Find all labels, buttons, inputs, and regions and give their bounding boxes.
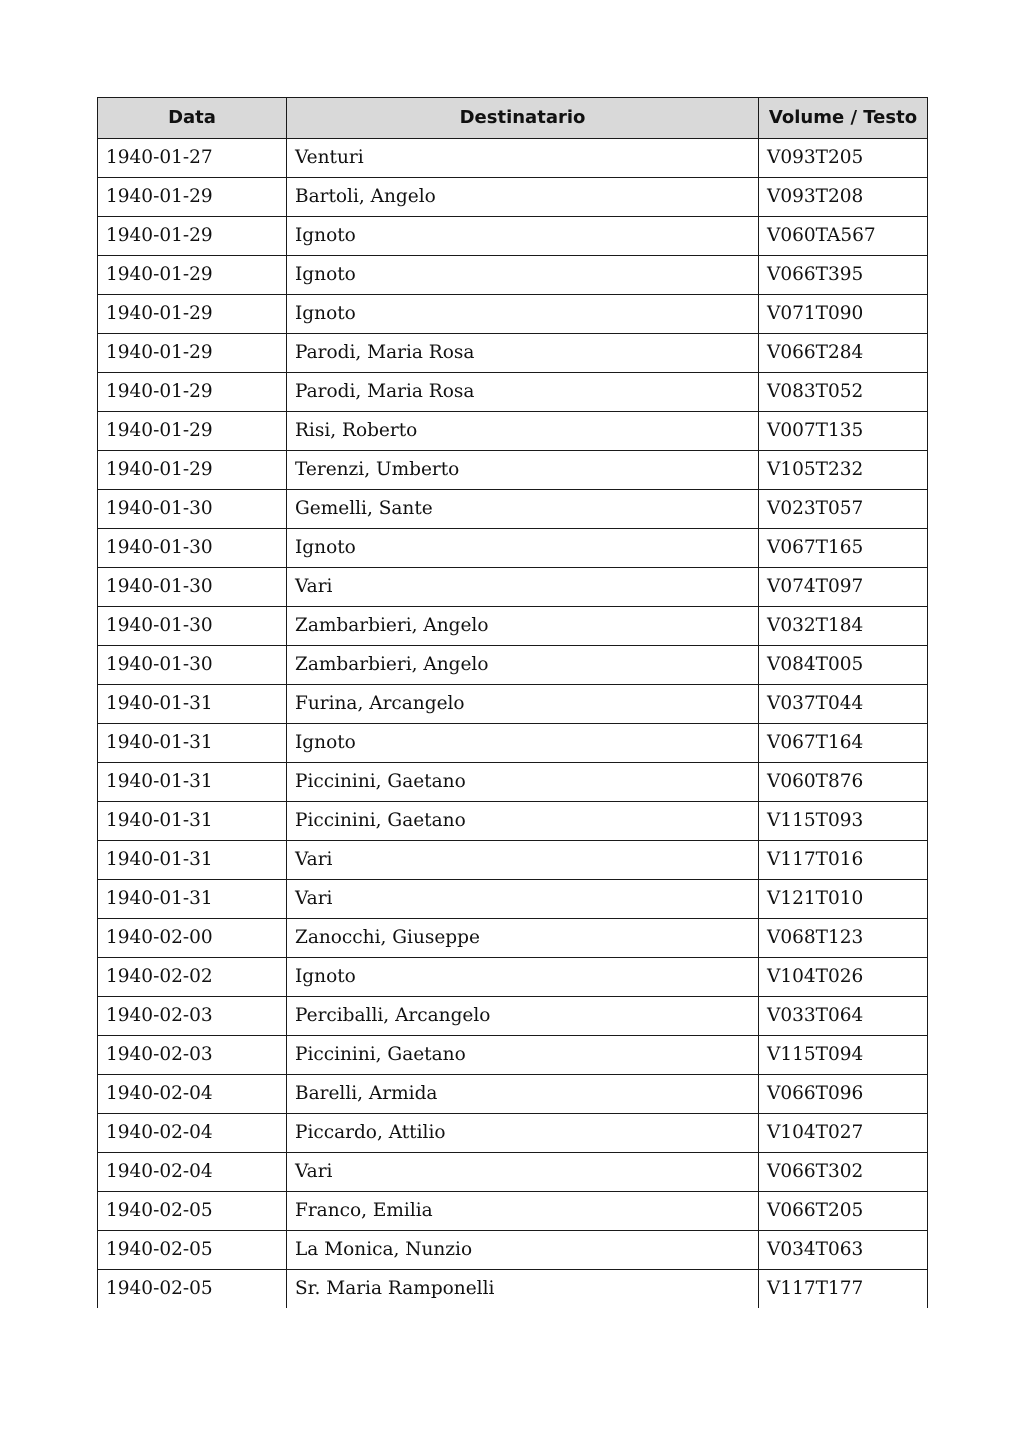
- cell-date: 1940-01-31: [98, 724, 287, 763]
- table-row: [98, 568, 928, 607]
- cell-date: 1940-01-27: [98, 139, 287, 178]
- table-row: [98, 490, 928, 529]
- table-row: [98, 334, 928, 373]
- table-row: [98, 139, 928, 178]
- cell-date: 1940-01-31: [98, 685, 287, 724]
- table-row: [98, 607, 928, 646]
- cell-volume: V007T135: [759, 412, 928, 451]
- cell-volume: V066T395: [759, 256, 928, 295]
- cell-date: 1940-01-30: [98, 568, 287, 607]
- table-row: [98, 529, 928, 568]
- cell-volume: V084T005: [759, 646, 928, 685]
- cell-volume: V093T208: [759, 178, 928, 217]
- column-header-date: Data: [98, 98, 287, 139]
- cell-volume: V023T057: [759, 490, 928, 529]
- table-row: [98, 1075, 928, 1114]
- cell-recipient: Zambarbieri, Angelo: [287, 646, 759, 685]
- cell-date: 1940-02-05: [98, 1231, 287, 1270]
- cell-volume: V105T232: [759, 451, 928, 490]
- cell-recipient: Ignoto: [287, 529, 759, 568]
- table-row: [98, 1192, 928, 1231]
- table-row: [98, 646, 928, 685]
- cell-recipient: Risi, Roberto: [287, 412, 759, 451]
- cell-recipient: Ignoto: [287, 217, 759, 256]
- table-row: [98, 1231, 928, 1270]
- cell-volume: V117T016: [759, 841, 928, 880]
- cell-recipient: Ignoto: [287, 256, 759, 295]
- cell-recipient: Gemelli, Sante: [287, 490, 759, 529]
- cell-volume: V032T184: [759, 607, 928, 646]
- table-row: [98, 256, 928, 295]
- cell-date: 1940-01-29: [98, 217, 287, 256]
- cell-date: 1940-02-04: [98, 1153, 287, 1192]
- cell-date: 1940-02-00: [98, 919, 287, 958]
- cell-date: 1940-01-31: [98, 841, 287, 880]
- table-row: [98, 997, 928, 1036]
- table-header-row: [98, 98, 928, 139]
- cell-volume: V104T027: [759, 1114, 928, 1153]
- cell-recipient: Vari: [287, 880, 759, 919]
- table-row: [98, 841, 928, 880]
- cell-recipient: Zanocchi, Giuseppe: [287, 919, 759, 958]
- cell-recipient: Franco, Emilia: [287, 1192, 759, 1231]
- cell-date: 1940-01-30: [98, 490, 287, 529]
- cell-volume: V037T044: [759, 685, 928, 724]
- cell-date: 1940-02-04: [98, 1114, 287, 1153]
- table-row: [98, 763, 928, 802]
- cell-recipient: Sr. Maria Ramponelli: [287, 1270, 759, 1309]
- table-body: [98, 139, 928, 1309]
- cell-volume: V066T205: [759, 1192, 928, 1231]
- table-row: [98, 412, 928, 451]
- cell-recipient: Bartoli, Angelo: [287, 178, 759, 217]
- cell-recipient: Vari: [287, 568, 759, 607]
- column-header-volume: Volume / Testo: [759, 98, 928, 139]
- cell-recipient: Ignoto: [287, 295, 759, 334]
- table-row: [98, 373, 928, 412]
- cell-volume: V074T097: [759, 568, 928, 607]
- cell-volume: V121T010: [759, 880, 928, 919]
- cell-volume: V071T090: [759, 295, 928, 334]
- table-row: [98, 295, 928, 334]
- table-row: [98, 1153, 928, 1192]
- cell-date: 1940-02-05: [98, 1192, 287, 1231]
- cell-date: 1940-02-03: [98, 1036, 287, 1075]
- cell-date: 1940-01-31: [98, 802, 287, 841]
- cell-date: 1940-01-31: [98, 763, 287, 802]
- table-row: [98, 178, 928, 217]
- cell-recipient: La Monica, Nunzio: [287, 1231, 759, 1270]
- cell-recipient: Barelli, Armida: [287, 1075, 759, 1114]
- cell-recipient: Venturi: [287, 139, 759, 178]
- cell-recipient: Piccinini, Gaetano: [287, 763, 759, 802]
- cell-date: 1940-01-29: [98, 295, 287, 334]
- cell-volume: V083T052: [759, 373, 928, 412]
- cell-date: 1940-01-29: [98, 334, 287, 373]
- letters-table: [97, 97, 928, 1308]
- cell-volume: V060TA567: [759, 217, 928, 256]
- cell-volume: V066T284: [759, 334, 928, 373]
- cell-volume: V067T165: [759, 529, 928, 568]
- column-header-recipient: Destinatario: [287, 98, 759, 139]
- cell-date: 1940-01-29: [98, 256, 287, 295]
- cell-recipient: Furina, Arcangelo: [287, 685, 759, 724]
- cell-recipient: Perciballi, Arcangelo: [287, 997, 759, 1036]
- cell-date: 1940-02-03: [98, 997, 287, 1036]
- cell-volume: V034T063: [759, 1231, 928, 1270]
- cell-volume: V066T302: [759, 1153, 928, 1192]
- cell-recipient: Vari: [287, 841, 759, 880]
- cell-recipient: Ignoto: [287, 724, 759, 763]
- cell-recipient: Parodi, Maria Rosa: [287, 373, 759, 412]
- cell-recipient: Zambarbieri, Angelo: [287, 607, 759, 646]
- cell-volume: V060T876: [759, 763, 928, 802]
- cell-date: 1940-02-02: [98, 958, 287, 997]
- cell-date: 1940-01-29: [98, 451, 287, 490]
- cell-volume: V115T094: [759, 1036, 928, 1075]
- cell-date: 1940-01-29: [98, 178, 287, 217]
- table-row: [98, 880, 928, 919]
- table-row: [98, 919, 928, 958]
- cell-date: 1940-01-31: [98, 880, 287, 919]
- cell-volume: V068T123: [759, 919, 928, 958]
- cell-date: 1940-01-29: [98, 412, 287, 451]
- cell-recipient: Ignoto: [287, 958, 759, 997]
- cell-recipient: Piccinini, Gaetano: [287, 802, 759, 841]
- cell-date: 1940-01-30: [98, 646, 287, 685]
- table-row: [98, 958, 928, 997]
- cell-volume: V117T177: [759, 1270, 928, 1309]
- cell-date: 1940-02-05: [98, 1270, 287, 1309]
- cell-volume: V033T064: [759, 997, 928, 1036]
- cell-recipient: Vari: [287, 1153, 759, 1192]
- cell-volume: V115T093: [759, 802, 928, 841]
- cell-recipient: Parodi, Maria Rosa: [287, 334, 759, 373]
- table-row: [98, 685, 928, 724]
- cell-volume: V093T205: [759, 139, 928, 178]
- table-row: [98, 802, 928, 841]
- cell-volume: V104T026: [759, 958, 928, 997]
- table-row: [98, 724, 928, 763]
- cell-date: 1940-02-04: [98, 1075, 287, 1114]
- cell-date: 1940-01-30: [98, 607, 287, 646]
- cell-date: 1940-01-29: [98, 373, 287, 412]
- table-row: [98, 1036, 928, 1075]
- table-row: [98, 217, 928, 256]
- cell-volume: V066T096: [759, 1075, 928, 1114]
- cell-date: 1940-01-30: [98, 529, 287, 568]
- table-row: [98, 1270, 928, 1309]
- cell-recipient: Piccinini, Gaetano: [287, 1036, 759, 1075]
- table-row: [98, 451, 928, 490]
- cell-volume: V067T164: [759, 724, 928, 763]
- cell-recipient: Terenzi, Umberto: [287, 451, 759, 490]
- cell-recipient: Piccardo, Attilio: [287, 1114, 759, 1153]
- table-row: [98, 1114, 928, 1153]
